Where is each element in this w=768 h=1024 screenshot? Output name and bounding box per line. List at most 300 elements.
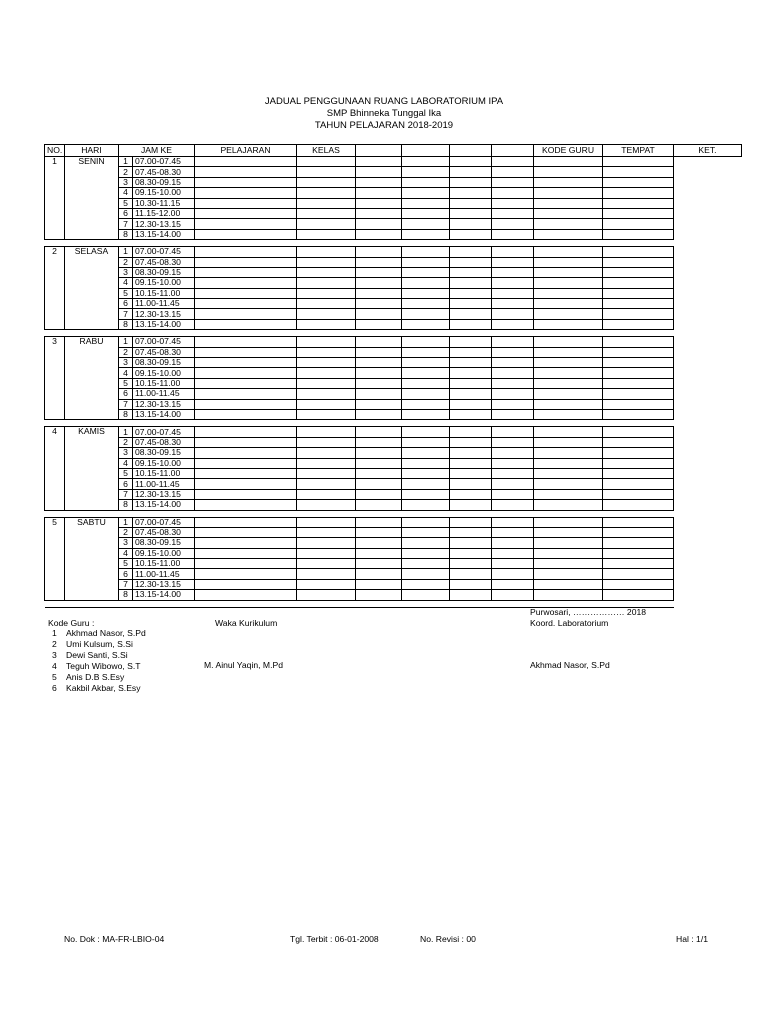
empty-cell[interactable] — [603, 257, 674, 267]
empty-cell[interactable] — [534, 208, 603, 218]
empty-cell[interactable] — [450, 337, 492, 347]
empty-cell[interactable] — [450, 229, 492, 239]
empty-cell[interactable] — [492, 167, 534, 177]
empty-cell[interactable] — [450, 299, 492, 309]
empty-cell[interactable] — [356, 299, 402, 309]
empty-cell[interactable] — [603, 309, 674, 319]
empty-cell[interactable] — [402, 167, 450, 177]
empty-cell[interactable] — [356, 167, 402, 177]
empty-cell[interactable] — [492, 347, 534, 357]
empty-cell[interactable] — [195, 299, 297, 309]
empty-cell[interactable] — [450, 267, 492, 277]
empty-cell[interactable] — [603, 177, 674, 187]
empty-cell[interactable] — [492, 198, 534, 208]
empty-cell[interactable] — [402, 548, 450, 558]
empty-cell[interactable] — [356, 157, 402, 167]
empty-cell[interactable] — [492, 448, 534, 458]
empty-cell[interactable] — [402, 409, 450, 419]
empty-cell[interactable] — [450, 157, 492, 167]
empty-cell[interactable] — [402, 337, 450, 347]
empty-cell[interactable] — [297, 278, 356, 288]
empty-cell[interactable] — [603, 479, 674, 489]
empty-cell[interactable] — [195, 448, 297, 458]
empty-cell[interactable] — [297, 337, 356, 347]
empty-cell[interactable] — [356, 538, 402, 548]
empty-cell[interactable] — [492, 579, 534, 589]
empty-cell[interactable] — [402, 590, 450, 600]
empty-cell[interactable] — [356, 399, 402, 409]
empty-cell[interactable] — [450, 468, 492, 478]
empty-cell[interactable] — [450, 309, 492, 319]
empty-cell[interactable] — [534, 427, 603, 437]
empty-cell[interactable] — [534, 229, 603, 239]
empty-cell[interactable] — [603, 267, 674, 277]
empty-cell[interactable] — [603, 188, 674, 198]
empty-cell[interactable] — [450, 559, 492, 569]
empty-cell[interactable] — [603, 208, 674, 218]
empty-cell[interactable] — [402, 157, 450, 167]
empty-cell[interactable] — [534, 569, 603, 579]
empty-cell[interactable] — [402, 347, 450, 357]
empty-cell[interactable] — [534, 198, 603, 208]
empty-cell[interactable] — [195, 309, 297, 319]
empty-cell[interactable] — [450, 579, 492, 589]
empty-cell[interactable] — [402, 538, 450, 548]
empty-cell[interactable] — [492, 517, 534, 527]
empty-cell[interactable] — [195, 409, 297, 419]
empty-cell[interactable] — [450, 399, 492, 409]
empty-cell[interactable] — [492, 399, 534, 409]
empty-cell[interactable] — [356, 229, 402, 239]
empty-cell[interactable] — [492, 257, 534, 267]
empty-cell[interactable] — [492, 267, 534, 277]
empty-cell[interactable] — [603, 489, 674, 499]
empty-cell[interactable] — [297, 458, 356, 468]
empty-cell[interactable] — [402, 500, 450, 510]
empty-cell[interactable] — [492, 389, 534, 399]
empty-cell[interactable] — [297, 368, 356, 378]
empty-cell[interactable] — [402, 319, 450, 329]
empty-cell[interactable] — [402, 378, 450, 388]
empty-cell[interactable] — [450, 378, 492, 388]
empty-cell[interactable] — [356, 267, 402, 277]
empty-cell[interactable] — [356, 337, 402, 347]
empty-cell[interactable] — [195, 347, 297, 357]
empty-cell[interactable] — [603, 500, 674, 510]
empty-cell[interactable] — [195, 368, 297, 378]
empty-cell[interactable] — [195, 579, 297, 589]
empty-cell[interactable] — [534, 278, 603, 288]
empty-cell[interactable] — [534, 257, 603, 267]
empty-cell[interactable] — [195, 198, 297, 208]
empty-cell[interactable] — [492, 479, 534, 489]
empty-cell[interactable] — [450, 167, 492, 177]
empty-cell[interactable] — [195, 288, 297, 298]
empty-cell[interactable] — [356, 347, 402, 357]
empty-cell[interactable] — [402, 527, 450, 537]
empty-cell[interactable] — [402, 299, 450, 309]
empty-cell[interactable] — [297, 247, 356, 257]
empty-cell[interactable] — [603, 579, 674, 589]
empty-cell[interactable] — [356, 368, 402, 378]
empty-cell[interactable] — [534, 337, 603, 347]
empty-cell[interactable] — [450, 538, 492, 548]
empty-cell[interactable] — [297, 157, 356, 167]
empty-cell[interactable] — [356, 208, 402, 218]
empty-cell[interactable] — [402, 437, 450, 447]
empty-cell[interactable] — [534, 517, 603, 527]
empty-cell[interactable] — [195, 538, 297, 548]
empty-cell[interactable] — [402, 208, 450, 218]
empty-cell[interactable] — [297, 437, 356, 447]
empty-cell[interactable] — [534, 590, 603, 600]
empty-cell[interactable] — [195, 399, 297, 409]
empty-cell[interactable] — [402, 517, 450, 527]
empty-cell[interactable] — [356, 278, 402, 288]
empty-cell[interactable] — [195, 188, 297, 198]
empty-cell[interactable] — [402, 579, 450, 589]
empty-cell[interactable] — [450, 448, 492, 458]
empty-cell[interactable] — [450, 489, 492, 499]
empty-cell[interactable] — [195, 157, 297, 167]
empty-cell[interactable] — [356, 389, 402, 399]
empty-cell[interactable] — [195, 177, 297, 187]
empty-cell[interactable] — [492, 247, 534, 257]
empty-cell[interactable] — [402, 559, 450, 569]
empty-cell[interactable] — [450, 437, 492, 447]
empty-cell[interactable] — [603, 399, 674, 409]
empty-cell[interactable] — [603, 278, 674, 288]
empty-cell[interactable] — [492, 409, 534, 419]
empty-cell[interactable] — [297, 409, 356, 419]
empty-cell[interactable] — [534, 468, 603, 478]
empty-cell[interactable] — [603, 527, 674, 537]
empty-cell[interactable] — [356, 319, 402, 329]
empty-cell[interactable] — [195, 500, 297, 510]
empty-cell[interactable] — [297, 208, 356, 218]
empty-cell[interactable] — [297, 167, 356, 177]
empty-cell[interactable] — [297, 527, 356, 537]
empty-cell[interactable] — [450, 368, 492, 378]
empty-cell[interactable] — [195, 229, 297, 239]
empty-cell[interactable] — [450, 288, 492, 298]
empty-cell[interactable] — [450, 188, 492, 198]
empty-cell[interactable] — [603, 538, 674, 548]
empty-cell[interactable] — [297, 309, 356, 319]
empty-cell[interactable] — [297, 257, 356, 267]
empty-cell[interactable] — [450, 208, 492, 218]
empty-cell[interactable] — [297, 427, 356, 437]
empty-cell[interactable] — [402, 288, 450, 298]
empty-cell[interactable] — [195, 337, 297, 347]
empty-cell[interactable] — [450, 590, 492, 600]
empty-cell[interactable] — [534, 548, 603, 558]
empty-cell[interactable] — [534, 267, 603, 277]
empty-cell[interactable] — [534, 448, 603, 458]
empty-cell[interactable] — [297, 219, 356, 229]
empty-cell[interactable] — [534, 389, 603, 399]
empty-cell[interactable] — [195, 358, 297, 368]
empty-cell[interactable] — [534, 219, 603, 229]
empty-cell[interactable] — [195, 590, 297, 600]
empty-cell[interactable] — [297, 538, 356, 548]
empty-cell[interactable] — [356, 257, 402, 267]
empty-cell[interactable] — [450, 548, 492, 558]
empty-cell[interactable] — [603, 468, 674, 478]
empty-cell[interactable] — [492, 468, 534, 478]
empty-cell[interactable] — [603, 299, 674, 309]
empty-cell[interactable] — [195, 167, 297, 177]
empty-cell[interactable] — [297, 399, 356, 409]
empty-cell[interactable] — [603, 448, 674, 458]
empty-cell[interactable] — [450, 427, 492, 437]
empty-cell[interactable] — [492, 358, 534, 368]
empty-cell[interactable] — [297, 590, 356, 600]
empty-cell[interactable] — [492, 378, 534, 388]
empty-cell[interactable] — [450, 389, 492, 399]
empty-cell[interactable] — [356, 378, 402, 388]
empty-cell[interactable] — [534, 319, 603, 329]
empty-cell[interactable] — [356, 559, 402, 569]
empty-cell[interactable] — [297, 177, 356, 187]
empty-cell[interactable] — [603, 157, 674, 167]
empty-cell[interactable] — [492, 458, 534, 468]
empty-cell[interactable] — [402, 427, 450, 437]
empty-cell[interactable] — [450, 278, 492, 288]
empty-cell[interactable] — [402, 479, 450, 489]
empty-cell[interactable] — [492, 337, 534, 347]
empty-cell[interactable] — [402, 219, 450, 229]
empty-cell[interactable] — [356, 479, 402, 489]
empty-cell[interactable] — [534, 409, 603, 419]
empty-cell[interactable] — [297, 517, 356, 527]
empty-cell[interactable] — [450, 319, 492, 329]
empty-cell[interactable] — [402, 257, 450, 267]
empty-cell[interactable] — [195, 489, 297, 499]
empty-cell[interactable] — [534, 538, 603, 548]
empty-cell[interactable] — [492, 319, 534, 329]
empty-cell[interactable] — [450, 198, 492, 208]
empty-cell[interactable] — [356, 468, 402, 478]
empty-cell[interactable] — [297, 188, 356, 198]
empty-cell[interactable] — [356, 527, 402, 537]
empty-cell[interactable] — [356, 590, 402, 600]
empty-cell[interactable] — [195, 468, 297, 478]
empty-cell[interactable] — [356, 548, 402, 558]
empty-cell[interactable] — [356, 188, 402, 198]
empty-cell[interactable] — [297, 198, 356, 208]
empty-cell[interactable] — [492, 288, 534, 298]
empty-cell[interactable] — [492, 527, 534, 537]
empty-cell[interactable] — [450, 458, 492, 468]
empty-cell[interactable] — [492, 489, 534, 499]
empty-cell[interactable] — [603, 358, 674, 368]
empty-cell[interactable] — [603, 198, 674, 208]
empty-cell[interactable] — [450, 479, 492, 489]
empty-cell[interactable] — [402, 358, 450, 368]
empty-cell[interactable] — [450, 177, 492, 187]
empty-cell[interactable] — [534, 288, 603, 298]
empty-cell[interactable] — [356, 489, 402, 499]
empty-cell[interactable] — [603, 569, 674, 579]
empty-cell[interactable] — [603, 378, 674, 388]
empty-cell[interactable] — [534, 527, 603, 537]
empty-cell[interactable] — [356, 247, 402, 257]
empty-cell[interactable] — [603, 219, 674, 229]
empty-cell[interactable] — [534, 458, 603, 468]
empty-cell[interactable] — [534, 358, 603, 368]
empty-cell[interactable] — [402, 458, 450, 468]
empty-cell[interactable] — [297, 448, 356, 458]
empty-cell[interactable] — [603, 517, 674, 527]
empty-cell[interactable] — [297, 389, 356, 399]
empty-cell[interactable] — [450, 219, 492, 229]
empty-cell[interactable] — [356, 517, 402, 527]
empty-cell[interactable] — [492, 569, 534, 579]
empty-cell[interactable] — [534, 579, 603, 589]
empty-cell[interactable] — [402, 278, 450, 288]
empty-cell[interactable] — [492, 157, 534, 167]
empty-cell[interactable] — [402, 177, 450, 187]
empty-cell[interactable] — [450, 257, 492, 267]
empty-cell[interactable] — [603, 288, 674, 298]
empty-cell[interactable] — [534, 157, 603, 167]
empty-cell[interactable] — [402, 229, 450, 239]
empty-cell[interactable] — [195, 559, 297, 569]
empty-cell[interactable] — [603, 229, 674, 239]
empty-cell[interactable] — [492, 188, 534, 198]
empty-cell[interactable] — [195, 427, 297, 437]
empty-cell[interactable] — [534, 177, 603, 187]
empty-cell[interactable] — [297, 500, 356, 510]
empty-cell[interactable] — [195, 247, 297, 257]
empty-cell[interactable] — [450, 347, 492, 357]
empty-cell[interactable] — [450, 358, 492, 368]
empty-cell[interactable] — [450, 500, 492, 510]
empty-cell[interactable] — [492, 559, 534, 569]
empty-cell[interactable] — [534, 368, 603, 378]
empty-cell[interactable] — [534, 247, 603, 257]
empty-cell[interactable] — [356, 500, 402, 510]
empty-cell[interactable] — [603, 437, 674, 447]
empty-cell[interactable] — [492, 278, 534, 288]
empty-cell[interactable] — [603, 548, 674, 558]
empty-cell[interactable] — [492, 177, 534, 187]
empty-cell[interactable] — [603, 559, 674, 569]
empty-cell[interactable] — [297, 489, 356, 499]
empty-cell[interactable] — [356, 219, 402, 229]
empty-cell[interactable] — [492, 309, 534, 319]
empty-cell[interactable] — [297, 347, 356, 357]
empty-cell[interactable] — [450, 527, 492, 537]
empty-cell[interactable] — [402, 247, 450, 257]
empty-cell[interactable] — [356, 309, 402, 319]
empty-cell[interactable] — [492, 427, 534, 437]
empty-cell[interactable] — [297, 358, 356, 368]
empty-cell[interactable] — [492, 590, 534, 600]
empty-cell[interactable] — [297, 378, 356, 388]
empty-cell[interactable] — [195, 479, 297, 489]
empty-cell[interactable] — [356, 288, 402, 298]
empty-cell[interactable] — [356, 579, 402, 589]
empty-cell[interactable] — [195, 378, 297, 388]
empty-cell[interactable] — [297, 479, 356, 489]
empty-cell[interactable] — [356, 458, 402, 468]
empty-cell[interactable] — [297, 559, 356, 569]
empty-cell[interactable] — [402, 267, 450, 277]
empty-cell[interactable] — [356, 177, 402, 187]
empty-cell[interactable] — [534, 378, 603, 388]
empty-cell[interactable] — [297, 468, 356, 478]
empty-cell[interactable] — [492, 500, 534, 510]
empty-cell[interactable] — [492, 538, 534, 548]
empty-cell[interactable] — [297, 579, 356, 589]
empty-cell[interactable] — [534, 299, 603, 309]
empty-cell[interactable] — [402, 389, 450, 399]
empty-cell[interactable] — [534, 500, 603, 510]
empty-cell[interactable] — [492, 208, 534, 218]
empty-cell[interactable] — [356, 427, 402, 437]
empty-cell[interactable] — [297, 299, 356, 309]
empty-cell[interactable] — [603, 590, 674, 600]
empty-cell[interactable] — [402, 198, 450, 208]
empty-cell[interactable] — [534, 399, 603, 409]
empty-cell[interactable] — [195, 517, 297, 527]
empty-cell[interactable] — [402, 468, 450, 478]
empty-cell[interactable] — [356, 198, 402, 208]
empty-cell[interactable] — [492, 229, 534, 239]
empty-cell[interactable] — [402, 309, 450, 319]
empty-cell[interactable] — [450, 409, 492, 419]
empty-cell[interactable] — [603, 347, 674, 357]
empty-cell[interactable] — [195, 437, 297, 447]
empty-cell[interactable] — [297, 319, 356, 329]
empty-cell[interactable] — [603, 368, 674, 378]
empty-cell[interactable] — [402, 448, 450, 458]
empty-cell[interactable] — [603, 427, 674, 437]
empty-cell[interactable] — [195, 267, 297, 277]
empty-cell[interactable] — [297, 548, 356, 558]
empty-cell[interactable] — [603, 337, 674, 347]
empty-cell[interactable] — [603, 247, 674, 257]
empty-cell[interactable] — [492, 548, 534, 558]
empty-cell[interactable] — [450, 247, 492, 257]
empty-cell[interactable] — [402, 569, 450, 579]
empty-cell[interactable] — [195, 548, 297, 558]
empty-cell[interactable] — [297, 288, 356, 298]
empty-cell[interactable] — [402, 399, 450, 409]
empty-cell[interactable] — [356, 448, 402, 458]
empty-cell[interactable] — [450, 517, 492, 527]
empty-cell[interactable] — [534, 479, 603, 489]
empty-cell[interactable] — [534, 437, 603, 447]
empty-cell[interactable] — [492, 299, 534, 309]
empty-cell[interactable] — [603, 167, 674, 177]
empty-cell[interactable] — [195, 319, 297, 329]
empty-cell[interactable] — [492, 368, 534, 378]
empty-cell[interactable] — [603, 389, 674, 399]
empty-cell[interactable] — [297, 267, 356, 277]
empty-cell[interactable] — [603, 409, 674, 419]
empty-cell[interactable] — [195, 219, 297, 229]
empty-cell[interactable] — [195, 569, 297, 579]
empty-cell[interactable] — [534, 167, 603, 177]
empty-cell[interactable] — [195, 278, 297, 288]
empty-cell[interactable] — [297, 229, 356, 239]
empty-cell[interactable] — [356, 437, 402, 447]
empty-cell[interactable] — [402, 368, 450, 378]
empty-cell[interactable] — [402, 188, 450, 198]
